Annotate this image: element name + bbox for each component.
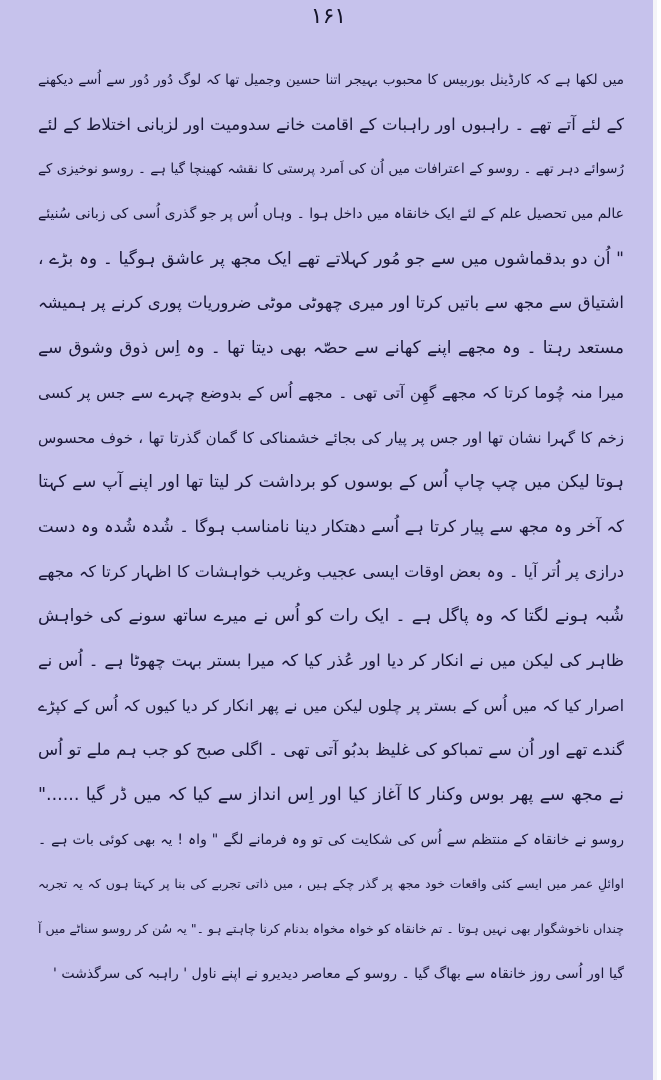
text-line: زخم کا گہرا نشان تھا اور جس پر پیار کی بجائے خشمناکی کا گمان گذرتا تھا ، خوف محسوس	[38, 428, 624, 447]
text-line: رُسوائے دہر تھے ۔ روسو کے اعترافات میں اُن کی اَمرد پرستی کا نقشہ کھینچا گیا ہے ۔ روسو نوخیزی کے	[38, 161, 624, 178]
text-line: چنداں ناخوشگوار بھی نہیں ہوتا ۔ تم خانقاہ کو خواہ مخواہ بدنام کرنا چاہتے ہو ۔" یہ سُن کر روسو سناٹے میں آ	[38, 921, 624, 937]
text-line: اصرار کیا کہ میں اُس کے بستر پر چلوں لیکن میں نے پھر انکار کر دیا کیوں کہ اُس کے کپڑے	[38, 696, 624, 715]
page-edge	[653, 0, 657, 1080]
text-line: ظاہر کی لیکن میں نے انکار کر دیا اور عُذر کیا کہ میرا بستر بہت چھوٹا ہے ۔ اُس نے	[38, 650, 624, 670]
page-number: ۱۶۱	[310, 4, 347, 29]
text-line: ہوتا لیکن میں چپ چاپ اُس کے بوسوں کو برداشت کر لیتا تھا اور اپنے آپ سے کہتا	[38, 472, 624, 493]
text-line: روسو نے خانقاہ کے منتظم سے اُس کی شکایت کی تو وہ فرمانے لگے " واہ ! یہ بھی کوئی بات ہے ۔	[38, 831, 624, 848]
text-line: اوائلِ عمر میں ایسے کئی واقعات خود مجھ پر گذر چکے ہیں ، میں ذاتی تجربے کی بنا پر کہتا ہوں کہ یہ تجربہ	[38, 876, 624, 892]
text-line: میں لکھا ہے کہ کارڈینل بوربیس کا محبوب بہیجر اتنا حسین وجمیل تھا کہ لوگ دُور دُور سے اُسے دیکھنے	[38, 72, 624, 88]
text-line: گیا اور اُسی روز خانقاہ سے بھاگ گیا ۔ روسو کے معاصر دیدیرو نے اپنے ناول ' راہبہ کی سرگذشت '	[53, 965, 624, 982]
text-line: عالم میں تحصیل علم کے لئے ایک خانقاہ میں داخل ہوا ۔ وہاں اُس پر جو گذری اُسی کی زبانی سُنیئے	[38, 206, 624, 223]
text-line: شُبہ ہونے لگتا کہ وہ پاگل ہے ۔ ایک رات کو اُس نے میرے ساتھ سونے کی خواہش	[38, 606, 624, 627]
text-line: گندے تھے اور اُن سے تمباکو کی غلیظ بدبُو آتی تھی ۔ اگلی صبح کو جب ہم ملے تو اُس	[38, 740, 624, 760]
text-line: میرا منہ چُوما کرتا کہ مجھے گھِن آتی تھی ۔ مجھے اُس کے بدوضع چہرے سے جس پر کسی	[38, 383, 624, 402]
text-line: مستعد رہتا ۔ وہ مجھے اپنے کھانے سے حصّہ بھی دیتا تھا ۔ وہ اِس ذوق وشوق سے	[38, 338, 624, 359]
text-line: " اُن دو بدقماشوں میں سے جو مُور کہلاتے تھے ایک مجھ پر عاشق ہوگیا ۔ وہ بڑے ،	[38, 248, 624, 269]
text-line: کے لئے آتے تھے ۔ راہبوں اور راہبات کے اقامت خانے سدومیت اور لزبانی اختلاط کے لئے	[38, 114, 624, 134]
text-line: کہ آخر وہ مجھ سے پیار کرتا ہے اُسے دھتکار دینا نامناسب ہوگا ۔ شُدہ شُدہ وہ دست	[38, 516, 624, 536]
text-line: درازی پر اُتر آیا ۔ وہ بعض اوقات ایسی عجیب وغریب خواہشات کا اظہار کرتا کہ مجھے	[38, 561, 624, 581]
body-text	[38, 58, 624, 996]
text-line: نے مجھ سے پھر بوس وکنار کا آغاز کیا اور اِس انداز سے کیا کہ میں ڈر گیا ......"	[38, 785, 624, 805]
text-line: اشتیاق سے مجھ سے باتیں کرتا اور میری چھوٹی موٹی ضروریات پوری کرنے پر ہمیشہ	[38, 293, 624, 313]
